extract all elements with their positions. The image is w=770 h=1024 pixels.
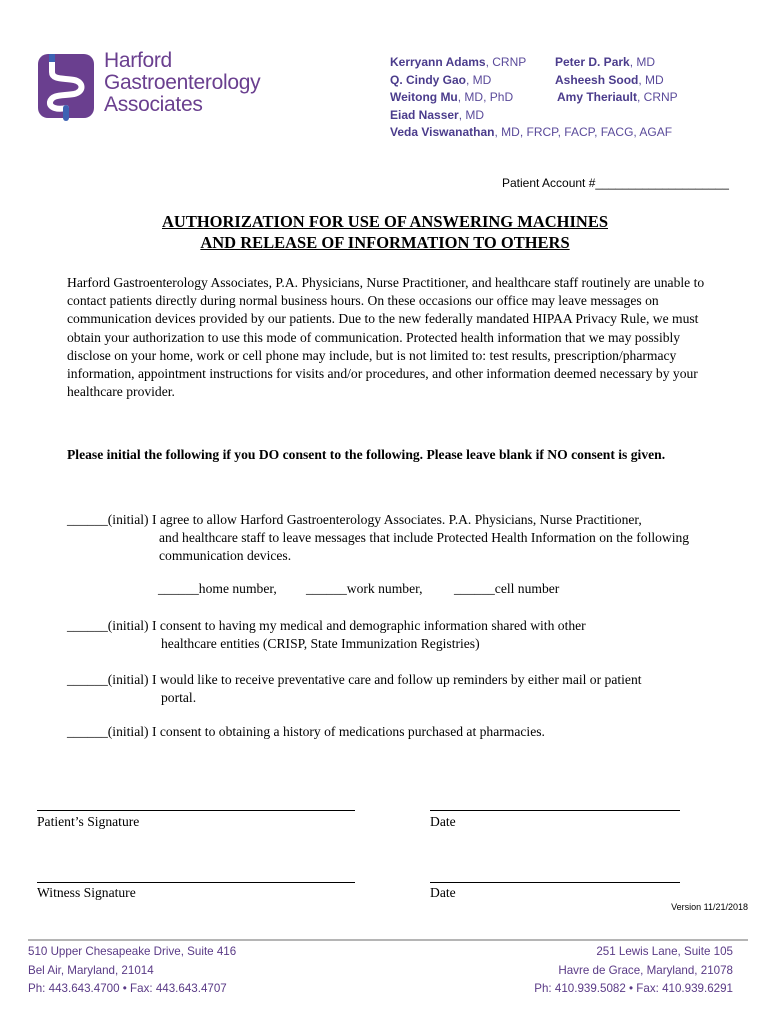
logo-line-2: Gastroenterology (104, 71, 261, 94)
physician-entry: Amy Theriault, CRNP (557, 90, 678, 105)
physician-entry: Kerryann Adams, CRNP (390, 55, 527, 69)
physician-entry: Eiad Nasser, MD (390, 107, 485, 122)
logo-icon (36, 50, 98, 122)
work-number-field[interactable]: ______work number, (306, 581, 423, 596)
footer-divider (28, 939, 748, 941)
logo-wordmark (104, 50, 260, 116)
address-bel-air (28, 943, 328, 999)
consent-text: I consent to obtaining a history of medications purchased at pharmacies. (151, 724, 545, 739)
address-havre-de-grace (420, 943, 733, 999)
consent-item-medications (67, 723, 727, 741)
address-line: 510 Upper Chesapeake Drive, Suite 416 (28, 945, 237, 958)
witness-date-line[interactable] (430, 882, 680, 883)
initial-field[interactable]: ______(initial) (67, 724, 152, 739)
form-title (0, 211, 770, 253)
consent-text: I would like to receive preventative care and follow up reminders by either mail or patient (151, 672, 642, 687)
patient-account-field[interactable]: Patient Account #____________________ (502, 176, 729, 190)
physician-entry: Peter D. Park, MD (555, 55, 656, 69)
patient-date-line[interactable] (430, 810, 680, 811)
consent-text: I consent to having my medical and demographic information shared with other (151, 618, 586, 633)
physician-entry-full: Veda Viswanathan, MD, FRCP, FACP, FACG, AGAF (390, 125, 673, 139)
consent-item-reminders (67, 671, 727, 707)
intro-paragraph: Harford Gastroenterology Associates, P.A. Physicians, Nurse Practitioner, and healthcare staff routinely are unable to contact patients directly during normal business hours. On these occasions our office may leave messages on communication devices provided by our patients. Due to the new federally mandated HIPAA Privacy Rule, we must obtain your authorization to use this mode of communication. Protected health information that we may possibly disclose on your home, work or cell phone may include, but is not limited to: test results, prescription/pharmacy information, appointment instructions for visits and/or procedures, and other information deemed necessary by your healthcare provider. (67, 275, 705, 400)
physician-entry: Weitong Mu, MD, PhD (390, 90, 514, 105)
consent-text-continued: healthcare entities (CRISP, State Immunization Registries) (161, 636, 480, 651)
initial-field[interactable]: ______(initial) (67, 512, 152, 527)
address-line: Bel Air, Maryland, 21014 (28, 963, 154, 977)
witness-signature-label: Witness Signature (37, 885, 136, 900)
address-line: 251 Lewis Lane, Suite 105 (596, 945, 733, 958)
logo-line-1: Harford (104, 49, 172, 72)
consent-text-continued: and healthcare staff to leave messages that include Protected Health Information on the following communication devices. (159, 530, 690, 563)
physician-entry: Q. Cindy Gao, MD (390, 72, 492, 87)
initial-field[interactable]: ______(initial) (67, 618, 152, 633)
physician-list-right (555, 54, 755, 107)
patient-signature-line[interactable] (37, 810, 355, 811)
address-line: Havre de Grace, Maryland, 21078 (558, 963, 733, 977)
witness-signature-line[interactable] (37, 882, 355, 883)
initial-field[interactable]: ______(initial) (67, 672, 152, 687)
logo-line-3: Associates (104, 93, 203, 116)
home-number-field[interactable]: ______home number, (158, 581, 277, 596)
physician-entry: Asheesh Sood, MD (555, 72, 664, 87)
patient-date-label: Date (430, 814, 456, 829)
consent-text-continued: portal. (161, 690, 197, 705)
title-line-1: AUTHORIZATION FOR USE OF ANSWERING MACHINES (161, 212, 608, 231)
phone-options (158, 581, 559, 597)
cell-number-field[interactable]: ______cell number (454, 581, 560, 596)
version-label: Version 11/21/2018 (671, 902, 748, 912)
contact-line: Ph: 410.939.5082 • Fax: 410.939.6291 (534, 982, 733, 995)
consent-item-sharing (67, 617, 727, 653)
physician-list-left (390, 54, 560, 124)
consent-instructions: Please initial the following if you DO consent to the following. Please leave blank if NO consent is given. (67, 447, 666, 462)
contact-line: Ph: 443.643.4700 • Fax: 443.643.4707 (28, 982, 227, 995)
consent-text: I agree to allow Harford Gastroenterology Associates. P.A. Physicians, Nurse Practitioner, (151, 512, 642, 527)
title-line-2: AND RELEASE OF INFORMATION TO OTHERS (200, 233, 570, 252)
consent-item-messages (67, 511, 727, 565)
patient-signature-label: Patient’s Signature (37, 814, 140, 829)
witness-date-label: Date (430, 885, 456, 900)
